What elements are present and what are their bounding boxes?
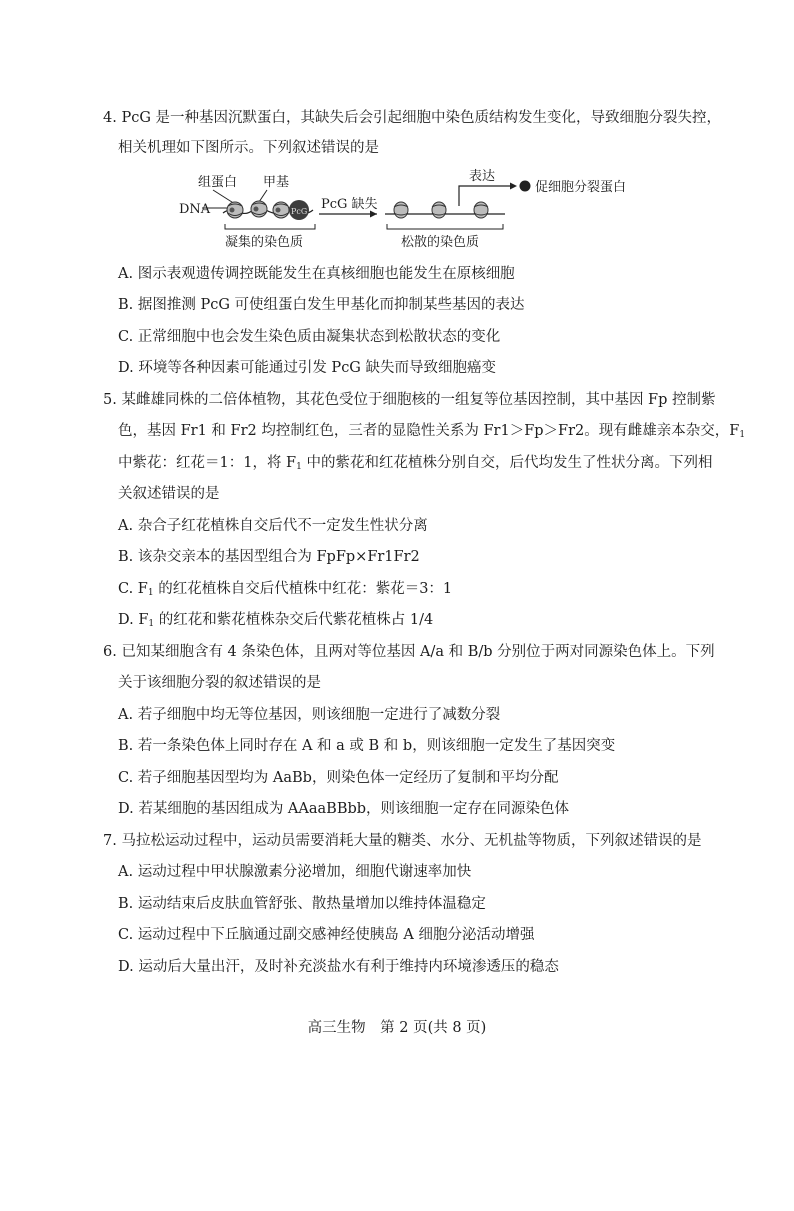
label-expression: 表达 xyxy=(469,169,496,184)
q5-stem-line2: 色，基因 Fr1 和 Fr2 均控制红色，三者的显隐性关系为 Fr1＞Fp＞Fr2。现有雌雄亲本杂交，$F_1$ xyxy=(118,423,746,440)
methyl-leader xyxy=(259,190,267,202)
q5-stem-line3: 中紫花：红花＝1：1，将 $F_1$ 中的紫花和红花植株分别自交，后代均发生了性状分离。下列相 xyxy=(118,455,713,472)
expression-arrow xyxy=(459,186,515,206)
nucleosome-2 xyxy=(251,201,267,217)
chromatin-diagram xyxy=(175,166,675,248)
q6-stem-line1: 6. 已知某细胞含有 4 条染色体，且两对等位基因 A/a 和 B/b 分别位于两对同源染色体上。下列 xyxy=(103,644,715,660)
q7-option-c: C. 运动过程中下丘脑通过副交感神经使胰岛 A 细胞分泌活动增强 xyxy=(118,927,535,943)
q5-option-a: A. 杂合子红花植株自交后代不一定发生性状分离 xyxy=(118,518,428,534)
q4-option-c: C. 正常细胞中也会发生染色质由凝集状态到松散状态的变化 xyxy=(118,329,501,345)
nucleosome-5 xyxy=(432,202,446,218)
q7-stem-line1: 7. 马拉松运动过程中，运动员需要消耗大量的糖类、水分、无机盐等物质，下列叙述错误的是 xyxy=(103,833,702,849)
protein-dot xyxy=(520,181,531,192)
q4-option-d: D. 环境等各种因素可能通过引发 PcG 缺失而导致细胞癌变 xyxy=(118,360,497,376)
condensed-bracket xyxy=(225,224,315,229)
label-condensed: 凝集的染色质 xyxy=(225,235,304,248)
label-loose: 松散的染色质 xyxy=(401,235,480,248)
q4-stem-line1: 4. PcG 是一种基因沉默蛋白，其缺失后会引起细胞中染色质结构发生变化，导致细胞分裂失控， xyxy=(103,110,722,126)
q6-option-b: B. 若一条染色体上同时存在 A 和 a 或 B 和 b，则该细胞一定发生了基因突变 xyxy=(118,738,616,754)
q4-option-a: A. 图示表观遗传调控既能发生在真核细胞也能发生在原核细胞 xyxy=(118,266,515,282)
label-histone: 组蛋白 xyxy=(198,175,238,190)
histone-leader xyxy=(213,190,235,204)
q7-option-b: B. 运动结束后皮肤血管舒张、散热量增加以维持体温稳定 xyxy=(118,896,486,912)
nucleosome-4 xyxy=(394,202,408,218)
loose-bracket xyxy=(387,224,503,229)
label-dna: DNA xyxy=(179,202,211,217)
label-methyl: 甲基 xyxy=(263,175,290,190)
expression-arrowhead xyxy=(510,183,517,190)
q5-stem-line4: 关叙述错误的是 xyxy=(118,486,220,502)
q6-stem-line2: 关于该细胞分裂的叙述错误的是 xyxy=(118,675,321,691)
q6-option-d: D. 若某细胞的基因组成为 AAaaBBbb，则该细胞一定存在同源染色体 xyxy=(118,801,570,817)
q6-option-c: C. 若子细胞基因型均为 AaBb，则染色体一定经历了复制和平均分配 xyxy=(118,770,559,786)
q7-option-a: A. 运动过程中甲状腺激素分泌增加，细胞代谢速率加快 xyxy=(118,864,472,880)
q5-option-d: D. $F_1$ 的红花和紫花植株杂交后代紫花植株占 1/4 xyxy=(118,612,434,629)
label-protein: 促细胞分裂蛋白 xyxy=(535,180,627,195)
q7-option-d: D. 运动后大量出汗，及时补充淡盐水有利于维持内环境渗透压的稳态 xyxy=(118,959,559,975)
nucleosome-6 xyxy=(474,202,488,218)
page-footer: 高三生物 第 2 页(共 8 页) xyxy=(307,1020,487,1036)
q6-option-a: A. 若子细胞中均无等位基因，则该细胞一定进行了减数分裂 xyxy=(118,707,501,723)
q5-option-c: C. $F_1$ 的红花植株自交后代植株中红花：紫花＝3：1 xyxy=(118,581,453,598)
q5-stem-line1: 5. 某雌雄同株的二倍体植物，其花色受位于细胞核的一组复等位基因控制，其中基因 Fp 控制紫 xyxy=(103,392,716,408)
pcg-protein-label: PcG xyxy=(291,207,308,216)
q4-stem-line2: 相关机理如下图所示。下列叙述错误的是 xyxy=(118,140,379,156)
nucleosome-1 xyxy=(227,202,243,218)
q4-option-b: B. 据图推测 PcG 可使组蛋白发生甲基化而抑制某些基因的表达 xyxy=(118,297,525,313)
q5-option-b: B. 该杂交亲本的基因型组合为 FpFp×Fr1Fr2 xyxy=(118,549,420,565)
nucleosome-3 xyxy=(273,202,289,218)
arrow-label: PcG 缺失 xyxy=(321,197,378,212)
